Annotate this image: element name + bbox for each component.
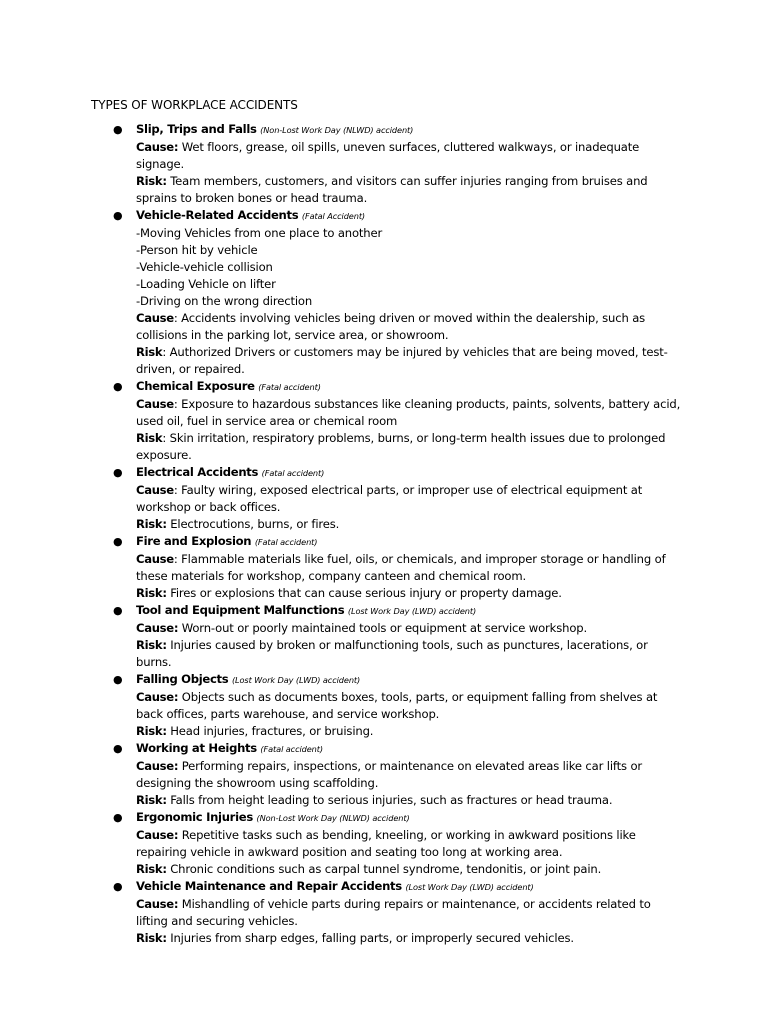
risk-text: Team members, customers, and visitors can suffer injuries ranging from bruises and sprains to broken bones or head trauma. xyxy=(136,174,648,205)
cause-label: Cause: xyxy=(136,621,179,635)
accident-heading xyxy=(136,740,684,758)
detail-line: -Moving Vehicles from one place to another xyxy=(136,226,383,240)
accident-item-vehicle-related xyxy=(0,207,684,378)
accident-severity-tag: (Fatal Accident) xyxy=(301,211,366,221)
risk-text: Fires or explosions that can cause serious injury or property damage. xyxy=(166,586,562,600)
accident-severity-tag: (Lost Work Day (LWD) accident) xyxy=(405,882,534,892)
risk-line xyxy=(136,585,684,602)
risk-text: Head injuries, fractures, or bruising. xyxy=(166,724,374,738)
cause-label: Cause: xyxy=(136,828,179,842)
risk-text: : Authorized Drivers or customers may be injured by vehicles that are being moved, test-driven, or repaired. xyxy=(136,345,668,376)
cause-line xyxy=(136,620,684,637)
bullet-icon: ● xyxy=(113,673,123,686)
cause-line xyxy=(136,896,684,930)
accident-item-slips-trips-falls xyxy=(0,121,684,207)
detail-line: -Driving on the wrong direction xyxy=(136,294,313,308)
accident-heading xyxy=(136,533,684,551)
accident-heading xyxy=(136,207,684,225)
accident-severity-tag: (Fatal accident) xyxy=(258,382,321,392)
cause-text: Performing repairs, inspections, or maintenance on elevated areas like car lifts or designing the showroom using scaffolding. xyxy=(136,759,643,790)
accident-name: Tool and Equipment Malfunctions xyxy=(136,603,345,617)
risk-line xyxy=(136,861,684,878)
cause-text: : Exposure to hazardous substances like cleaning products, paints, solvents, battery acid, used oil, fuel in service area or chemical room xyxy=(136,397,681,428)
accident-name: Chemical Exposure xyxy=(136,379,255,393)
cause-line xyxy=(136,396,684,430)
risk-text: : Skin irritation, respiratory problems, burns, or long-term health issues due to prolonged exposure. xyxy=(136,431,666,462)
risk-line xyxy=(136,430,684,464)
detail-line: -Vehicle-vehicle collision xyxy=(136,260,273,274)
risk-text: Injuries caused by broken or malfunctioning tools, such as punctures, lacerations, or burns. xyxy=(136,638,648,669)
accident-item-vehicle-maintenance xyxy=(0,878,684,947)
cause-line xyxy=(136,758,684,792)
document-title: TYPES OF WORKPLACE ACCIDENTS xyxy=(91,98,298,112)
bullet-icon: ● xyxy=(113,380,123,393)
cause-line xyxy=(136,482,684,516)
cause-label: Cause xyxy=(136,397,174,411)
cause-label: Cause xyxy=(136,311,174,325)
risk-line xyxy=(136,637,684,671)
risk-label: Risk: xyxy=(136,793,167,807)
accident-heading xyxy=(136,464,684,482)
accident-item-working-at-heights xyxy=(0,740,684,809)
accident-severity-tag: (Fatal accident) xyxy=(260,744,323,754)
accident-item-falling-objects xyxy=(0,671,684,740)
bullet-icon: ● xyxy=(113,880,123,893)
risk-label: Risk: xyxy=(136,638,167,652)
cause-text: Repetitive tasks such as bending, kneeling, or working in awkward positions like repairing vehicle in awkward position and seating too long at working area. xyxy=(136,828,636,859)
risk-text: Injuries from sharp edges, falling parts, or improperly secured vehicles. xyxy=(166,931,574,945)
cause-line xyxy=(136,310,684,344)
risk-line xyxy=(136,930,684,947)
risk-label: Risk: xyxy=(136,517,167,531)
accident-item-fire-explosion xyxy=(0,533,684,602)
bullet-icon: ● xyxy=(113,811,123,824)
accident-heading xyxy=(136,671,684,689)
cause-line xyxy=(136,827,684,861)
accident-severity-tag: (Fatal accident) xyxy=(254,537,318,547)
risk-label: Risk: xyxy=(136,586,167,600)
accident-name: Vehicle-Related Accidents xyxy=(136,208,299,222)
accident-heading xyxy=(136,878,684,896)
accident-item-chemical-exposure xyxy=(0,378,684,464)
accident-list xyxy=(0,121,768,947)
bullet-icon: ● xyxy=(113,209,123,222)
accident-name: Slip, Trips and Falls xyxy=(136,122,257,136)
risk-line xyxy=(136,792,684,809)
cause-line xyxy=(136,139,684,173)
accident-item-ergonomic-injuries xyxy=(0,809,684,878)
cause-text: : Faulty wiring, exposed electrical parts, or improper use of electrical equipment at workshop or back offices. xyxy=(136,483,643,514)
cause-text: Wet floors, grease, oil spills, uneven surfaces, cluttered walkways, or inadequate signage. xyxy=(136,140,640,171)
cause-text: Mishandling of vehicle parts during repairs or maintenance, or accidents related to lifting and securing vehicles. xyxy=(136,897,651,928)
bullet-icon: ● xyxy=(113,123,123,136)
accident-heading xyxy=(136,121,684,139)
bullet-icon: ● xyxy=(113,535,123,548)
bullet-icon: ● xyxy=(113,604,123,617)
accident-severity-tag: (Non-Lost Work Day (NLWD) accident) xyxy=(260,125,414,135)
accident-name: Working at Heights xyxy=(136,741,257,755)
accident-heading xyxy=(136,602,684,620)
risk-line xyxy=(136,344,684,378)
cause-label: Cause xyxy=(136,552,174,566)
accident-severity-tag: (Lost Work Day (LWD) accident) xyxy=(231,675,361,685)
bullet-icon: ● xyxy=(113,466,123,479)
risk-text: Falls from height leading to serious injuries, such as fractures or head trauma. xyxy=(166,793,613,807)
cause-text: : Flammable materials like fuel, oils, or chemicals, and improper storage or handling of these materials for workshop, company canteen and chemical room. xyxy=(136,552,666,583)
cause-text: Worn-out or poorly maintained tools or equipment at service workshop. xyxy=(178,621,588,635)
accident-severity-tag: (Lost Work Day (LWD) accident) xyxy=(347,606,477,616)
accident-name: Falling Objects xyxy=(136,672,229,686)
detail-line: -Loading Vehicle on lifter xyxy=(136,277,276,291)
risk-label: Risk xyxy=(136,345,163,359)
accident-name: Ergonomic Injuries xyxy=(136,810,253,824)
risk-label: Risk xyxy=(136,431,163,445)
risk-line xyxy=(136,723,684,740)
risk-text: Electrocutions, burns, or fires. xyxy=(166,517,340,531)
cause-label: Cause: xyxy=(136,140,179,154)
risk-label: Risk: xyxy=(136,862,167,876)
accident-name: Vehicle Maintenance and Repair Accidents xyxy=(136,879,402,893)
cause-label: Cause: xyxy=(136,690,179,704)
cause-line xyxy=(136,551,684,585)
accident-name: Electrical Accidents xyxy=(136,465,259,479)
risk-line xyxy=(136,173,684,207)
accident-severity-tag: (Fatal accident) xyxy=(261,468,325,478)
accident-item-electrical xyxy=(0,464,684,533)
risk-label: Risk: xyxy=(136,931,167,945)
cause-label: Cause xyxy=(136,483,174,497)
cause-label: Cause: xyxy=(136,759,179,773)
accident-heading xyxy=(136,378,684,396)
risk-label: Risk: xyxy=(136,724,167,738)
cause-text: Objects such as documents boxes, tools, parts, or equipment falling from shelves at back offices, parts warehouse, and service workshop. xyxy=(136,690,658,721)
risk-text: Chronic conditions such as carpal tunnel syndrome, tendonitis, or joint pain. xyxy=(166,862,602,876)
risk-line xyxy=(136,516,684,533)
cause-line xyxy=(136,689,684,723)
accident-severity-tag: (Non-Lost Work Day (NLWD) accident) xyxy=(256,813,410,823)
cause-label: Cause: xyxy=(136,897,179,911)
accident-item-tool-equipment xyxy=(0,602,684,671)
accident-heading xyxy=(136,809,684,827)
detail-line: -Person hit by vehicle xyxy=(136,243,258,257)
accident-name: Fire and Explosion xyxy=(136,534,252,548)
bullet-icon: ● xyxy=(113,742,123,755)
risk-label: Risk: xyxy=(136,174,167,188)
cause-text: : Accidents involving vehicles being driven or moved within the dealership, such as collisions in the parking lot, service area, or showroom. xyxy=(136,311,646,342)
